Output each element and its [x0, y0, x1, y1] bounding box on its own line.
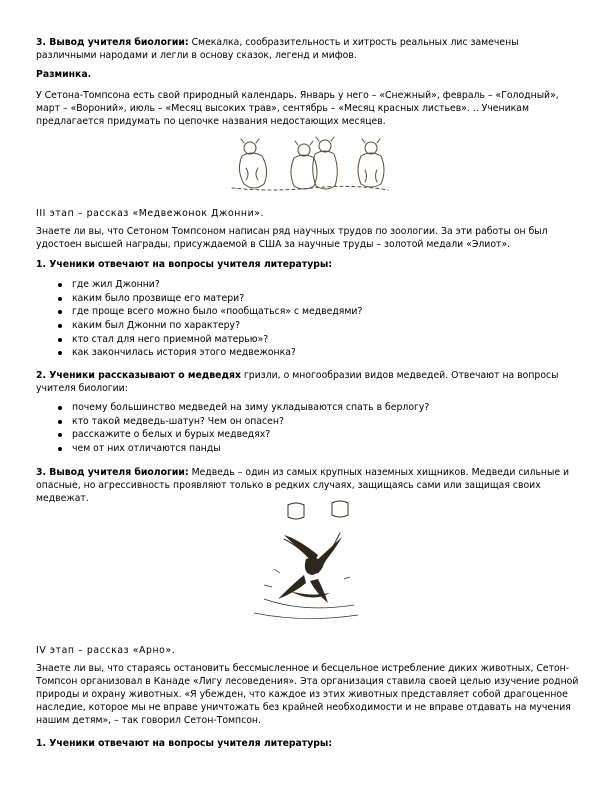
stage-3-title: III этап – рассказ «Медвежонок Джонни». [36, 208, 265, 219]
literature-questions-list [36, 278, 576, 360]
birds-sketch-icon [244, 499, 368, 625]
stage-4-intro: Знаете ли вы, что стараясь остановить бессмысленное и бесцельное истребление диких животных, Сетон-Томпсон организовал в Канаде «Лигу лесоведения». Эта организация ставила своей целью изучение родной природы и охрану животных. «Я убежден, что каждое из этих животных представляет собой драгоценное наследие, которое мы не вправе уничтожать без крайней необходимости и не вправе отдавать на мучения нашим детям», – так говорил Сетон-Томпсон. [36, 663, 579, 726]
conclusion-heading: 3. Вывод учителя биологии: [36, 467, 189, 478]
paragraph-text: Смекалка, сообразительность и хитрость реальных лис замечены различными народами и легли в основу сказок, легенд и мифов. [36, 37, 519, 61]
stories-heading: 2. Ученики рассказывают о медведях [36, 370, 241, 381]
biology-conclusion-fox [36, 36, 580, 62]
stage-3-stories [36, 369, 580, 395]
warmup-heading [36, 68, 580, 81]
list-item: кто такой медведь-шатун? Чем он опасен? [36, 415, 576, 429]
list-item: каким было прозвище его матери? [36, 292, 576, 306]
stage-4-title: IV этап – рассказ «Арно». [36, 645, 176, 656]
questions-heading-text: 1. Ученики отвечают на вопросы учителя литературы: [36, 738, 333, 749]
list-item: где проще всего можно было «пообщаться» с медведями? [36, 305, 576, 319]
list-item: расскажите о белых и бурых медведях? [36, 428, 576, 442]
conclusion-text: Медведь – один из самых крупных наземных хищников. Медведи сильные и опасные, но агрессивность проявляют только в редких случаях, защищаясь сами или защищая своих медвежат. [36, 467, 570, 504]
warmup-text: У Сетона-Томпсона есть свой природный календарь. Январь у него – «Снежный», февраль – «Голодный», март – «Вороний», июль – «Месяц высоких трав», сентябрь – «Месяц красных листьев». .. Ученикам предлагается придумать по цепочке названия недостающих месяцев. [36, 90, 559, 127]
biology-questions-list [36, 401, 576, 456]
list-item: кто стал для него приемной матерью»? [36, 333, 576, 347]
stories-text: гризли, о многообразии видов медведей. Отвечают на вопросы учителя биологии: [36, 370, 559, 394]
bears-sketch-icon [224, 128, 394, 196]
paragraph-heading: 3. Вывод учителя биологии: [36, 37, 189, 48]
stage-3-intro: Знаете ли вы, что Сетоном Томпсоном написан ряд научных трудов по зоологии. За эти работы он был удостоен высшей награды, присуждаемой в США за научные труды – золотой медали «Элиот». [36, 226, 548, 250]
list-item: чем от них отличаются панды [36, 442, 576, 456]
warmup-title: Разминка. [36, 69, 92, 80]
list-item: почему большинство медведей на зиму укладываются спать в берлогу? [36, 401, 576, 415]
list-item: где жил Джонни? [36, 278, 576, 292]
questions-heading-text: 1. Ученики отвечают на вопросы учителя литературы: [36, 259, 333, 270]
stage-3-questions-heading [36, 258, 580, 271]
stage-4-questions-heading [36, 737, 580, 750]
list-item: как закончилась история этого медвежонка? [36, 346, 576, 360]
list-item: каким был Джонни по характеру? [36, 319, 576, 333]
